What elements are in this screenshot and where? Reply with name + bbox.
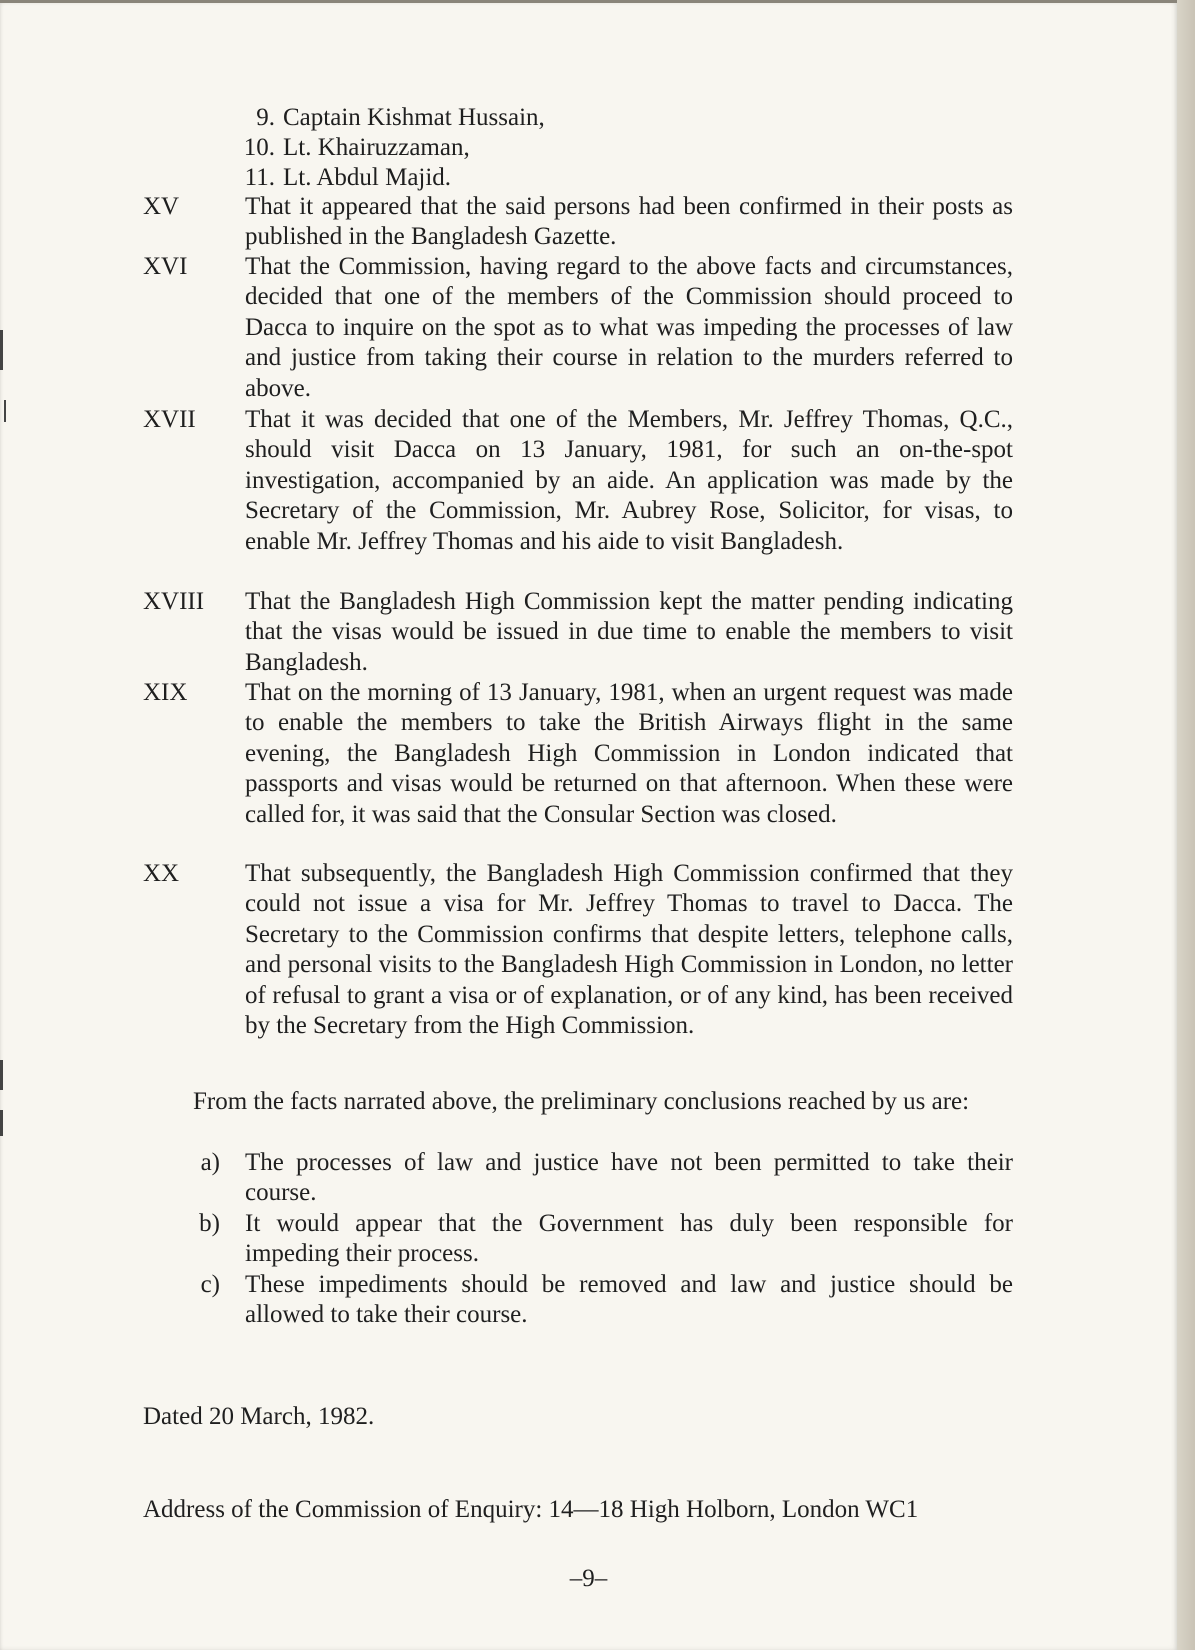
paragraph-text: That the Commission, having regard to the above facts and circumstances, decided that one of the members of the Commission should proceed to Dacca to inquire on the spot as to what was impeding the processes of law and justice from taking their course in relation to the murders referred to above. [245, 253, 1013, 402]
paragraph-numeral: XVII [143, 406, 196, 433]
conclusion-letter: b) [199, 1210, 220, 1237]
page-number: –9– [569, 1565, 608, 1592]
page-edge-shadow [1177, 0, 1195, 1650]
list-item [233, 133, 633, 163]
list-item-text: Lt. Khairuzzaman, [283, 134, 470, 161]
paragraph-numeral: XX [143, 860, 180, 887]
paragraph-text: That subsequently, the Bangladesh High Commission confirmed that they could not issue a visa for Mr. Jeffrey Thomas to travel to Dacca. The Secretary to the Commission confirms that despite letters, telephone calls, and personal visits to the Bangladesh High Commission in London, no letter of refusal to grant a visa or of explanation, or of any kind, has been received by the Secretary from the High Commission. [245, 860, 1013, 1040]
conclusion-letter: c) [200, 1271, 220, 1298]
list-item [233, 103, 633, 133]
paragraph-text: That it was decided that one of the Members, Mr. Jeffrey Thomas, Q.C., should visit Dacca on 13 January, 1981, for such an on-the-spot investigation, accompanied by an aide. An application was made by the Secretary of the Commission, Mr. Aubrey Rose, Solicitor, for visas, to enable Mr. Jeffrey Thomas and his aide to visit Bangladesh. [245, 406, 1013, 555]
list-item-text: Captain Kishmat Hussain, [283, 104, 545, 131]
paragraph-numeral: XVIII [143, 588, 205, 615]
paragraph-numeral: XVI [143, 253, 188, 280]
list-item-number: 9. [256, 104, 275, 131]
dated-line: Dated 20 March, 1982. [143, 1403, 375, 1430]
conclusion-text: These impediments should be removed and law and justice should be allowed to take their course. [245, 1271, 1013, 1329]
paragraph-text: That on the morning of 13 January, 1981, when an urgent request was made to enable the members to take the British Airways flight in the same evening, the Bangladesh High Commission in London indicated that passports and visas would be returned on that afternoon. When these were called for, it was said that the Consular Section was closed. [245, 679, 1013, 828]
list-item-number: 11. [244, 164, 275, 191]
paragraph-xvi [143, 252, 1013, 404]
list-item-number: 10. [243, 134, 275, 161]
paragraph-xviii [143, 587, 1013, 678]
conclusion-text: The processes of law and justice have not been permitted to take their course. [245, 1149, 1013, 1207]
conclusion-item [180, 1148, 1013, 1209]
paragraph-text: That it appeared that the said persons had been confirmed in their posts as published in the Bangladesh Gazette. [245, 193, 1013, 251]
address-line: Address of the Commission of Enquiry: 14—18 High Holborn, London WC1 [143, 1496, 919, 1523]
paragraph-xv [143, 192, 1013, 253]
paragraph-xx [143, 859, 1013, 1041]
conclusion-item [180, 1270, 1013, 1331]
paragraph-numeral: XIX [143, 679, 188, 706]
conclusion-item [180, 1209, 1013, 1270]
list-item-text: Lt. Abdul Majid. [283, 164, 452, 191]
paragraph-text: That the Bangladesh High Commission kept the matter pending indicating that the visas would be issued in due time to enable the members to visit Bangladesh. [245, 588, 1013, 676]
list-item [233, 163, 633, 193]
conclusion-text: It would appear that the Government has duly been responsible for impeding their process. [245, 1210, 1013, 1268]
paragraph-numeral: XV [143, 193, 180, 220]
paragraph-xix [143, 678, 1013, 830]
conclusion-letter: a) [200, 1149, 220, 1176]
paragraph-xvii [143, 405, 1013, 557]
conclusion-intro: From the facts narrated above, the preliminary conclusions reached by us are: [193, 1088, 970, 1115]
